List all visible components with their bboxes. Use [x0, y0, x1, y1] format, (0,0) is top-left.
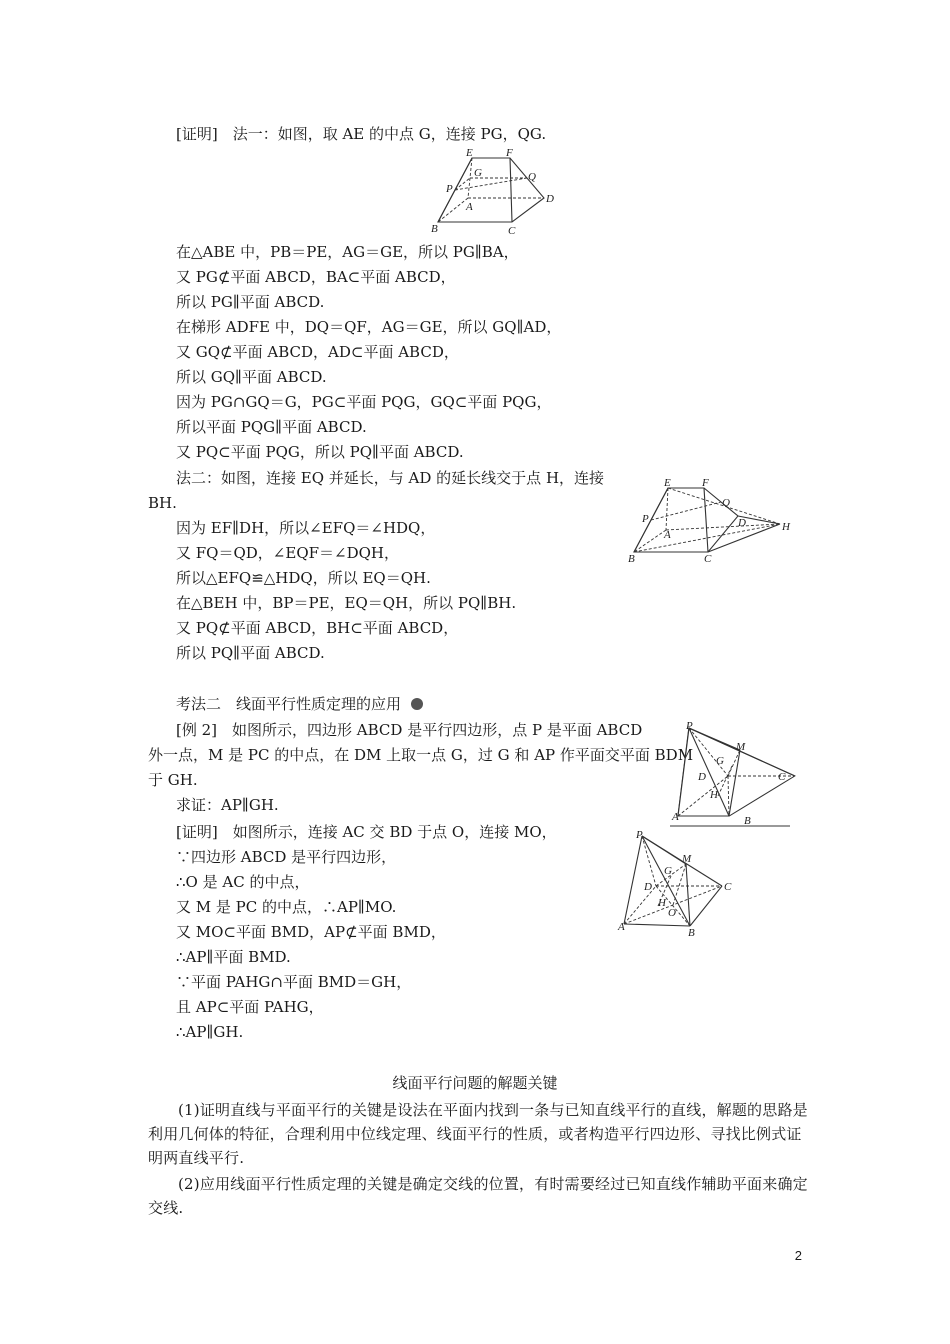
proof1-line9: 所以平面 PQG∥平面 ABCD. [176, 418, 367, 436]
proof2-line8: 所以 PQ∥平面 ABCD. [176, 644, 325, 662]
page-number: 2 [794, 1248, 802, 1263]
fig4-label-O: O [668, 907, 676, 919]
figure-4-pyramid [616, 830, 740, 938]
proof1-line10: 又 PQ⊂平面 PQG，所以 PQ∥平面 ABCD. [176, 443, 464, 461]
fig4-label-A: A [618, 921, 625, 933]
fig4-label-M: M [682, 853, 692, 865]
fig2-label-E: E [664, 477, 671, 489]
summary-paragraph-1: (1)证明直线与平面平行的关键是设法在平面内找到一条与已知直线平行的直线，解题的思路是利用几何体的特征，合理利用中位线定理、线面平行的性质，或者构造平行四边形、寻找比例式证明两直线平行. [148, 1101, 808, 1167]
fig1-label-F: F [506, 147, 513, 159]
fig1-label-D: D [546, 193, 554, 205]
fig1-label-G: G [474, 167, 482, 179]
proof1-line5: 在梯形 ADFE 中，DQ＝QF，AG＝GE，所以 GQ∥AD， [176, 318, 562, 336]
bullet-dot-icon [411, 698, 423, 710]
example2-line3: 于 GH. [148, 771, 198, 789]
proof2-line4: 又 FQ＝QD，∠EQF＝∠DQH， [176, 544, 399, 562]
fig3-label-C: C [778, 771, 786, 783]
proof2-line6: 在△BEH 中，BP＝PE，EQ＝QH，所以 PQ∥BH. [176, 594, 517, 612]
method2-heading: 考法二 线面平行性质定理的应用 [176, 694, 423, 714]
fig1-label-P: P [446, 183, 453, 195]
example2-line2: 外一点，M 是 PC 的中点，在 DM 上取一点 G，过 G 和 AP 作平面交平面 BDM [148, 746, 694, 764]
fig3-label-P: P [686, 720, 693, 732]
fig4-label-B: B [688, 927, 695, 938]
proof3-line7: ∵平面 PAHG∩平面 BMD＝GH， [176, 973, 412, 991]
proof2-line5: 所以△EFQ≌△HDQ，所以 EQ＝QH. [176, 569, 431, 587]
example2-line4: 求证：AP∥GH. [176, 796, 279, 814]
proof1-line2: 在△ABE 中，PB＝PE，AG＝GE，所以 PG∥BA， [176, 243, 519, 261]
fig3-label-A: A [672, 811, 679, 823]
fig3-label-M: M [736, 741, 746, 753]
figure-1-frustum [426, 146, 566, 236]
figure-3-pyramid [670, 720, 800, 830]
fig4-label-C: C [724, 881, 732, 893]
fig1-label-A: A [466, 201, 473, 213]
fig3-label-B: B [744, 815, 751, 827]
figure-2-extension [624, 474, 794, 566]
fig4-label-H: H [658, 897, 666, 909]
fig1-label-B: B [431, 223, 438, 235]
proof2-line1: 法二：如图，连接 EQ 并延长，与 AD 的延长线交于点 H，连接 [176, 469, 605, 487]
proof3-line3: ∴O 是 AC 的中点， [176, 873, 310, 891]
proof1-line8: 因为 PG∩GQ＝G，PG⊂平面 PQG，GQ⊂平面 PQG， [176, 393, 552, 411]
fig2-label-P: P [642, 513, 649, 525]
proof1-line3: 又 PG⊄平面 ABCD，BA⊂平面 ABCD， [176, 268, 456, 286]
proof3-line5: 又 MO⊂平面 BMD，AP⊄平面 BMD， [176, 923, 446, 941]
fig1-label-Q: Q [528, 171, 536, 183]
fig3-label-H: H [710, 789, 718, 801]
proof1-line4: 所以 PG∥平面 ABCD. [176, 293, 325, 311]
proof3-line4: 又 M 是 PC 的中点，∴AP∥MO. [176, 898, 397, 916]
fig2-label-A: A [664, 529, 671, 541]
proof2-line3: 因为 EF∥DH，所以∠EFQ＝∠HDQ， [176, 519, 436, 537]
proof1-line6: 又 GQ⊄平面 ABCD，AD⊂平面 ABCD， [176, 343, 459, 361]
fig2-label-B: B [628, 553, 635, 565]
fig2-label-C: C [704, 553, 712, 565]
fig4-label-D: D [644, 881, 652, 893]
fig3-label-D: D [698, 771, 706, 783]
summary-title: 线面平行问题的解题关键 [392, 1074, 558, 1092]
fig2-label-F: F [702, 477, 709, 489]
proof2-line2: BH. [148, 494, 177, 512]
proof3-line2: ∵四边形 ABCD 是平行四边形， [176, 848, 397, 866]
proof1-line1: [证明] 法一：如图，取 AE 的中点 G，连接 PG，QG. [176, 125, 547, 143]
proof3-line9: ∴AP∥GH. [176, 1023, 244, 1041]
fig4-label-G: G [664, 865, 672, 877]
fig2-label-Q: Q [722, 497, 730, 509]
fig2-label-D: D [738, 517, 746, 529]
fig1-label-C: C [508, 225, 516, 236]
fig3-label-G: G [716, 755, 724, 767]
fig2-label-H: H [782, 521, 790, 533]
proof3-line1: [证明] 如图所示，连接 AC 交 BD 于点 O，连接 MO， [176, 823, 557, 841]
summary-paragraph-2: (2)应用线面平行性质定理的关键是确定交线的位置，有时需要经过已知直线作辅助平面来确定交线. [148, 1175, 808, 1217]
fig4-label-P: P [636, 830, 643, 841]
proof2-line7: 又 PQ⊄平面 ABCD，BH⊂平面 ABCD， [176, 619, 459, 637]
proof3-line8: 且 AP⊂平面 PAHG， [176, 998, 324, 1016]
example2-line1: [例 2] 如图所示，四边形 ABCD 是平行四边形，点 P 是平面 ABCD [176, 721, 643, 739]
fig1-label-E: E [466, 147, 473, 159]
proof1-line7: 所以 GQ∥平面 ABCD. [176, 368, 327, 386]
proof3-line6: ∴AP∥平面 BMD. [176, 948, 291, 966]
